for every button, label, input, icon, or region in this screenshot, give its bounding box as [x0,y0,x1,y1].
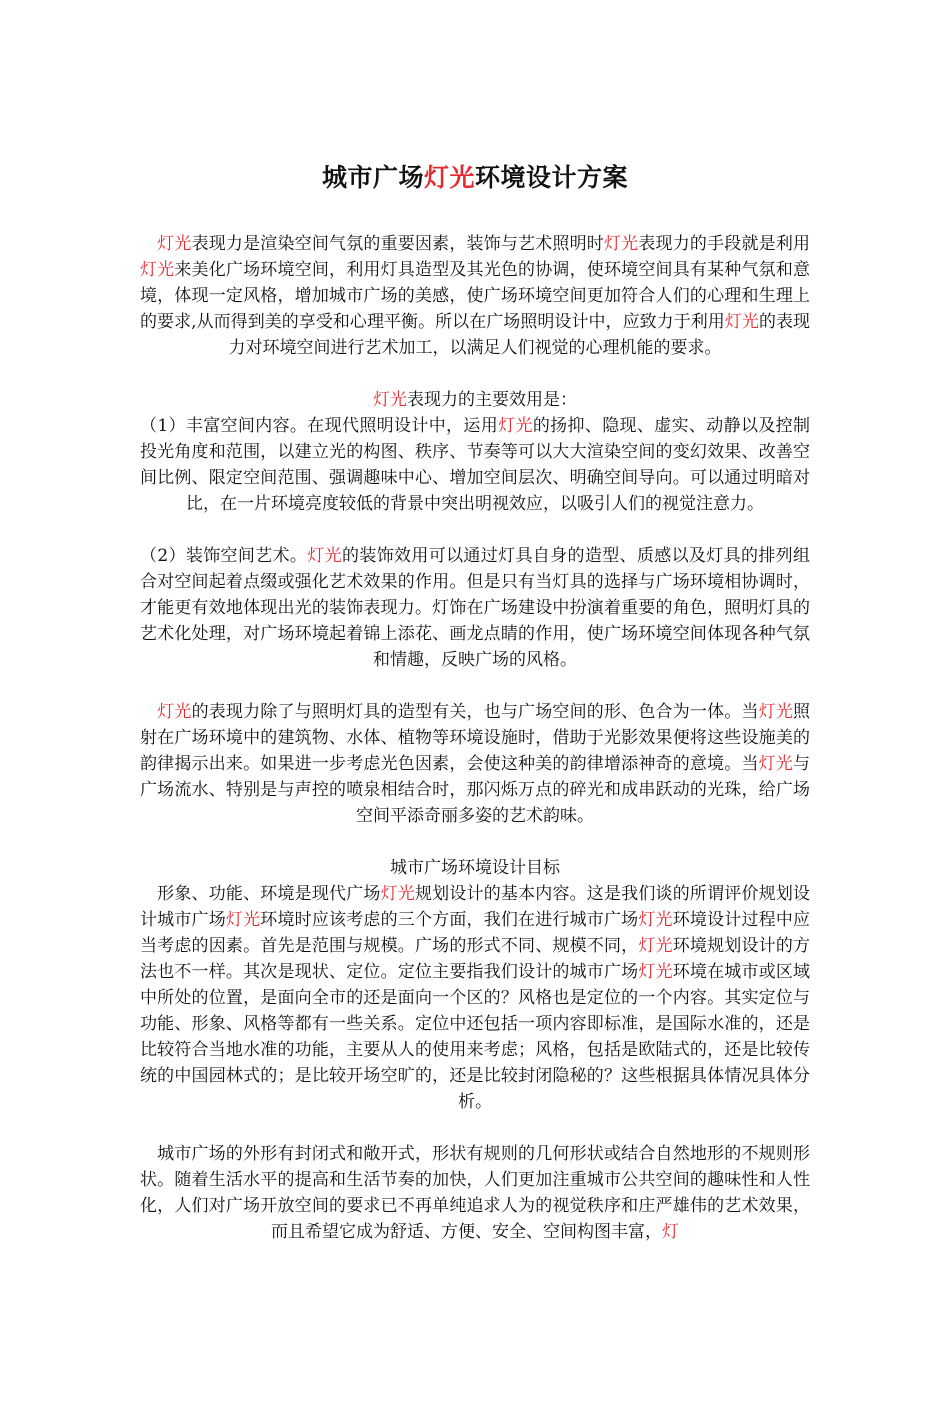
design-goals-paragraph [140,881,810,1115]
document-page [140,160,810,1245]
square-form-paragraph [140,1141,810,1245]
light-expression-paragraph [140,699,810,829]
highlighted-term: 灯光 [157,702,192,722]
highlighted-term: 灯光 [157,234,192,254]
text-run: 环境设计过程中应当考虑的因素。首先是范围与规模。广场的形式不同、规模不同， [140,910,811,956]
highlighted-term: 灯光 [423,163,475,192]
text-run: 照射在广场环境中的建筑物、水体、植物等环境设施时，借助于光影效果便将这些设施美的韵律揭示出来。如果进一步考虑光色因素，会使这种美的韵律增添神奇的意境。当 [140,702,811,774]
text-run: 规划设计的基本内容。这是我们谈的所谓评价规划设计城市广场 [140,884,811,930]
text-run: 形象、功能、环境是现代广场 [140,884,381,904]
effect-1-paragraph [140,413,810,517]
spacer [140,1115,810,1141]
highlighted-term: 灯 [662,1222,679,1242]
text-run: 与广场流水、特别是与声控的喷泉相结合时，那闪烁万点的碎光和成串跃动的光珠，给广场空间平添奇丽多姿的艺术韵味。 [140,754,811,826]
intro-paragraph [140,231,810,361]
text-run: 表现力的主要效用是： [407,390,577,410]
spacer [140,517,810,543]
text-run: 环境设计方案 [475,163,629,192]
effect-2-paragraph [140,543,810,673]
highlighted-term: 灯光 [758,754,794,774]
text-run [140,234,157,254]
text-run: 表现力的手段就是利用 [638,234,811,254]
spacer [140,673,810,699]
highlighted-term: 灯光 [373,390,407,410]
highlighted-term: 灯光 [307,546,342,566]
highlighted-term: 灯光 [498,416,533,436]
highlighted-term: 灯光 [638,962,673,982]
highlighted-term: 灯光 [724,312,759,332]
spacer [140,361,810,387]
highlighted-term: 灯光 [758,702,794,722]
spacer [140,829,810,855]
highlighted-term: 灯光 [380,884,415,904]
text-run: 环境时应该考虑的三个方面，我们在进行城市广场 [260,910,639,930]
text-run: 表现力是渲染空间气氛的重要因素，装饰与艺术照明时 [191,234,604,254]
text-run: 环境规划设计的方法也不一样。其次是现状、定位。定位主要指我们设计的城市广场 [140,936,811,982]
text-run: 的扬抑、隐现、虚实、动静以及控制投光角度和范围，以建立光的构图、秩序、节奏等可以大大渲染空间的变幻效果、改善空间比例、限定空间范围、强调趣味中心、增加空间层次、明确空间导向。可以通过明暗对比，在一片环境亮度较低的背景中突出明视效应，以吸引人们的视觉注意力。 [140,416,811,514]
text-run [140,702,157,722]
section-heading: 城市广场环境设计目标 [390,858,560,878]
highlighted-term: 灯光 [140,260,175,280]
text-run: 环境在城市或区域中所处的位置，是面向全市的还是面向一个区的？风格也是定位的一个内容。其实定位与功能、形象、风格等都有一些关系。定位中还包括一项内容即标准，是国际水准的，还是比较符合当地水准的功能，主要从人的使用来考虑；风格，包括是欧陆式的，还是比较传统的中国园林式的；是比较开场空旷的，还是比较封闭隐秘的？这些根据具体情况具体分析。 [140,962,811,1112]
effects-subheading [140,387,810,413]
text-run: 的表现力除了与照明灯具的造型有关，也与广场空间的形、色合为一体。当 [191,702,759,722]
text-run: （2）装饰空间艺术。 [140,546,308,566]
text-run: 城市广场 [321,163,424,192]
text-run: 的装饰效用可以通过灯具自身的造型、质感以及灯具的排列组合对空间起着点缀或强化艺术效果的作用。但是只有当灯具的选择与广场环境相协调时，才能更有效地体现出光的装饰表现力。灯饰在广场建设中扮演着重要的角色，照明灯具的艺术化处理，对广场环境起着锦上添花、画龙点睛的作用，使广场环境空间体现各种气氛和情趣，反映广场的风格。 [140,546,811,670]
highlighted-term: 灯光 [638,910,673,930]
highlighted-term: 灯光 [225,910,261,930]
highlighted-term: 灯光 [603,234,639,254]
document-title [140,160,810,196]
text-run: 来美化广场环境空间，利用灯具造型及其光色的协调，使环境空间具有某种气氛和意境，体现一定风格，增加城市广场的美感，使广场环境空间更加符合人们的心理和生理上的要求,从而得到美的享受和心理平衡。所以在广场照明设计中，应致力于利用 [140,260,811,332]
text-run: 城市广场的外形有封闭式和敞开式，形状有规则的几何形状或结合自然地形的不规则形状。随着生活水平的提高和生活节奏的加快，人们更加注重城市公共空间的趣味性和人性化，人们对广场开放空间的要求已不再单纯追求人为的视觉秩序和庄严雄伟的艺术效果，而且希望它成为舒适、方便、安全、空间构图丰富， [140,1144,810,1242]
highlighted-term: 灯光 [638,936,673,956]
text-run: （1）丰富空间内容。在现代照明设计中，运用 [140,416,499,436]
text-run: 的表现力对环境空间进行艺术加工，以满足人们视觉的心理机能的要求。 [228,312,811,358]
